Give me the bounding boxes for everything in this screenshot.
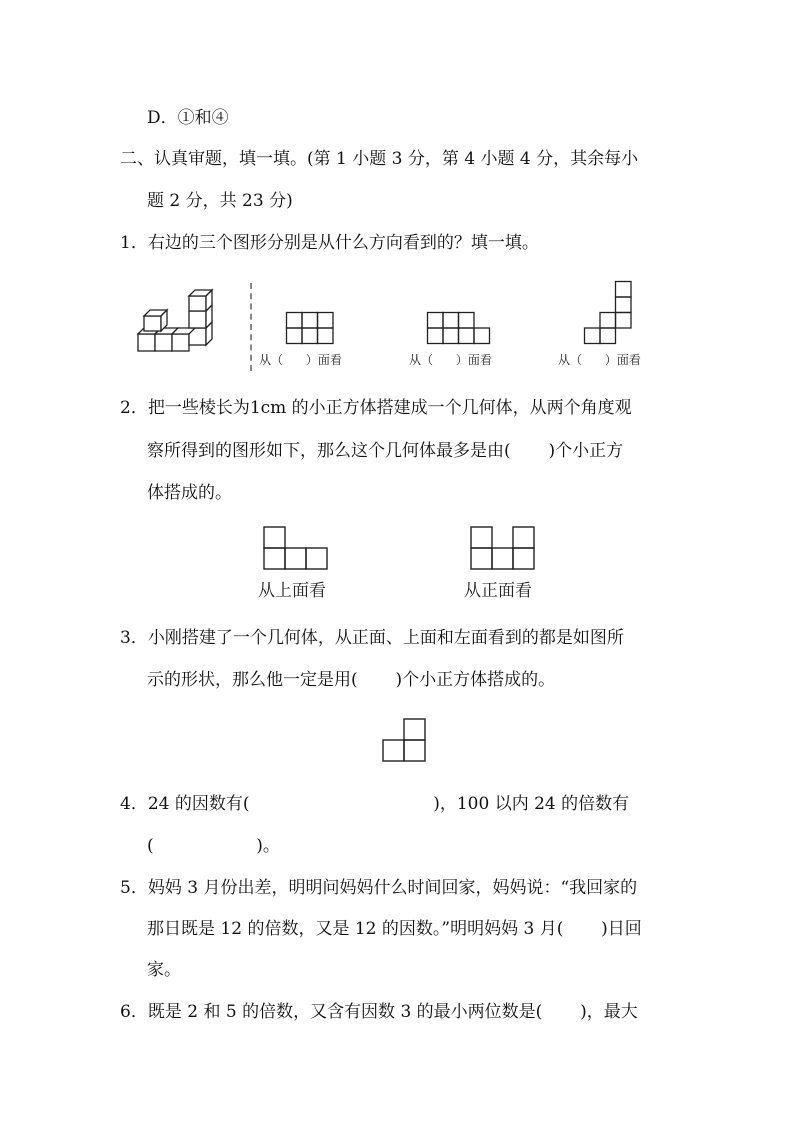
- q1-view-b-figure: [427, 312, 491, 344]
- q2-front-view-figure: [470, 526, 536, 570]
- q1-caption-a: 从（ ）面看: [259, 353, 342, 367]
- q2-caption-front: 从正面看: [464, 581, 532, 601]
- question-4-line-1: 4．24 的因数有( )，100 以内 24 的倍数有: [120, 794, 630, 814]
- question-6-line-1: 6．既是 2 和 5 的倍数，又含有因数 3 的最小两位数是( )，最大: [120, 1002, 638, 1022]
- q2-top-view-figure: [263, 526, 329, 570]
- q2-caption-top: 从上面看: [258, 581, 326, 601]
- question-5-line-1: 5．妈妈 3 月份出差，明明问妈妈什么时间回家，妈妈说：“我回家的: [120, 878, 638, 898]
- q1-caption-b: 从（ ）面看: [409, 353, 492, 367]
- q1-cube-stack-figure: [136, 296, 226, 356]
- question-2-line-2: 察所得到的图形如下，那么这个几何体最多是由( )个小正方: [147, 441, 624, 461]
- question-4-line-2: ( )。: [147, 836, 280, 856]
- question-3-line-2: 示的形状，那么他一定是用( )个小正方体搭成的。: [147, 670, 556, 690]
- option-d: D．①和④: [147, 108, 229, 128]
- section-2-heading-cont: 题 2 分，共 23 分): [147, 191, 293, 211]
- section-2-heading: 二、认真审题，填一填。(第 1 小题 3 分，第 4 小题 4 分，其余每小: [120, 149, 639, 169]
- q3-shape-figure: [382, 718, 426, 762]
- q1-view-a-figure: [286, 312, 334, 344]
- question-3-line-1: 3．小刚搭建了一个几何体，从正面、上面和左面看到的都是如图所: [120, 628, 624, 648]
- question-2-line-3: 体搭成的。: [147, 483, 232, 503]
- q1-view-c-figure: [584, 281, 632, 345]
- q1-caption-c: 从（ ）面看: [558, 353, 641, 367]
- dashed-divider: [250, 283, 252, 371]
- question-5-line-2: 那日既是 12 的倍数，又是 12 的因数。”明明妈妈 3 月( )日回: [147, 919, 642, 939]
- question-1: 1．右边的三个图形分别是从什么方向看到的？填一填。: [120, 233, 539, 253]
- question-2-line-1: 2．把一些棱长为1cm 的小正方体搭建成一个几何体，从两个角度观: [120, 398, 632, 418]
- question-5-line-3: 家。: [147, 960, 181, 980]
